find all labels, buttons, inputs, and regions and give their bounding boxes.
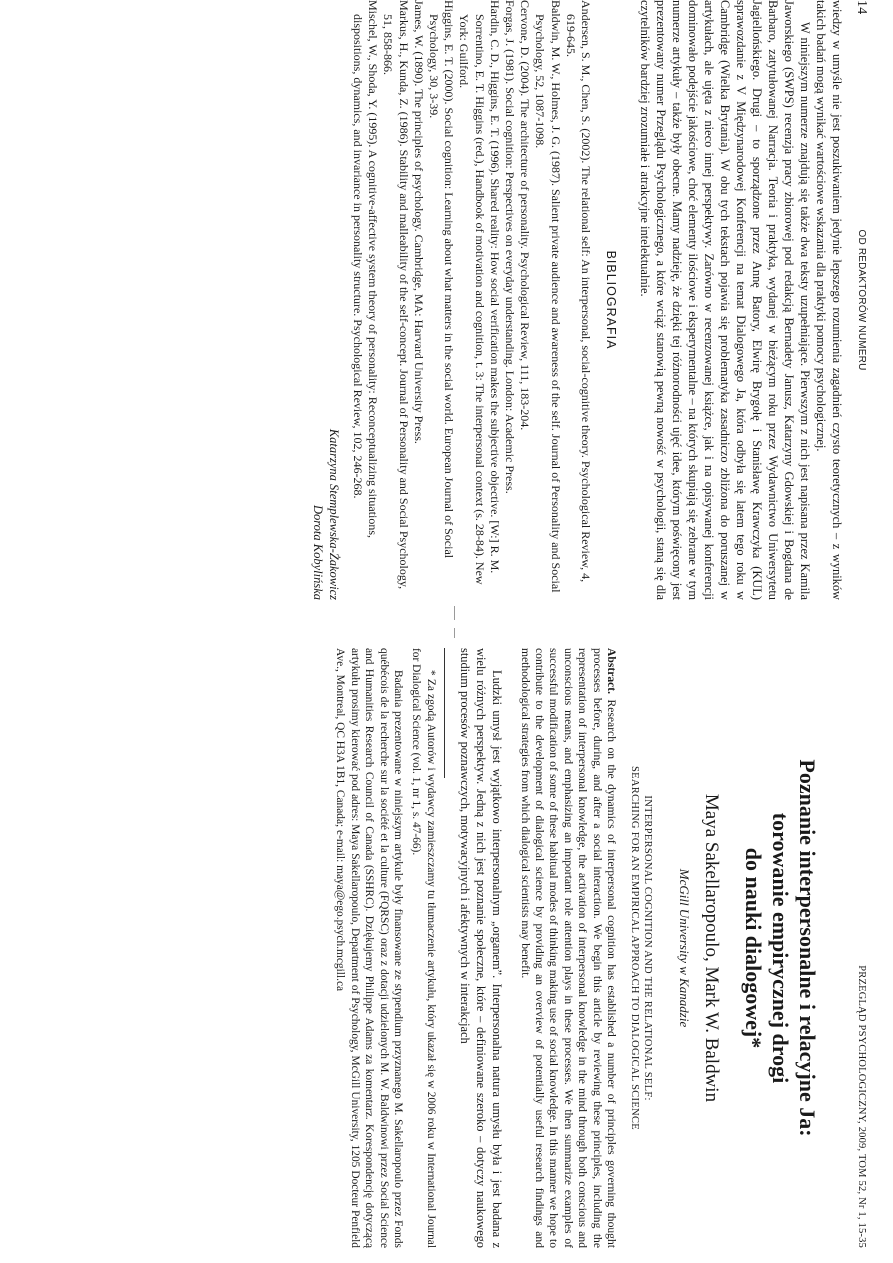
reference-item: Andersen, S. M., Chen, S. (2002). The relational self: An interpersonal, social-cognitive theory. Psychological Review, 4, 619-645. [563, 0, 593, 583]
left-body [310, 0, 845, 600]
authors: Maya Sakellaropoulo, Mark W. Baldwin [701, 793, 722, 1103]
english-title-line: INTERPERSONAL COGNITION AND THE RELATIONAL SELF: [642, 795, 653, 1101]
paragraph: W niniejszym numerze znajdują się także dwa teksty uzupełniające. Pierwszym z nich jest napisana przez Kamila Jaworskiego (SWPS) recenzja pracy zbiorowej pod redakcją Bernadety Janusz, Katarzyny Gdowskiej i Bogdana de Barbaro, zatytułowanej Narracja. Teoria i praktyka, wydanej w bieżącym roku przez Wydawnictwo Uniwersytetu Jagiellońskiego. Drugi – to sporządzone przez Annę Batory, Elwirę Brygołę i Stanisławę Krawczyka (KUL) sprawozdanie z V Międzynarodowej Konferencji na temat Dialogowego Ja, która odbyła się latem tego roku w Cambridge (Wielka Brytania). W obu tych tekstach pojawia się problematyka zasadniczo zbliżona do poruszanej w artykułach, ale ujęta z nieco innej perspektywy. Zarówno w recenzowanej książce, jak i na opisywanej konferencji dominowało podejście jakościowe, choć elementy ilościowe i eksperymentalne – na których skupiają się zebrane w tym numerze artykuły – także były obecne. Mamy nadzieję, że dzięki tej różnorodności ujęć idee, którym poświęcony jest prezentowany numer Przeglądu Psychologicznego, a które wciąż stanowią pewną nowość w psychologii, staną się dla czytelników bardziej zrozumiałe i atrakcyjne intelektualnie. [638, 0, 812, 600]
right-page [0, 648, 893, 1248]
reference-list [350, 0, 593, 600]
reference-item: James, W. (1890). The principles of psychology. Cambridge, MA: Harvard University Press. [411, 0, 426, 444]
title-line: do nauki dialogowej* [741, 847, 766, 1049]
left-page [0, 0, 893, 600]
reference-item: Hardin, C. D., Higgins, E. T. (1996). Shared reality: How social verification makes the subjective objective. [W:] R. M. Sorrentino, E. T. Higgins (red.), Handbook of motivation and cognition, t. 3: The interpersonal context (s. 28-84). New York: Guilford. [457, 0, 502, 585]
abstract-label: Abstract. [605, 648, 618, 695]
english-title [628, 648, 654, 1248]
reference-item: Baldwin, M. W., Holmes, J. G. (1987). Salient private audience and awareness of the self. Journal of Personality and Social Psychology, 52, 1087-1098. [533, 0, 563, 593]
signature: Dorota Kobylińska [310, 504, 325, 600]
intro-paragraph: Ludzki umysł jest wyjątkowo interpersonalnym „organem”. Interpersonalna natura umysłu była i jest badana z wielu różnych perspektyw. Jedną z nich jest poznanie społeczne, które – definiowane szeroko – dotyczy naukowego studium procesów poznawczych, motywacyjnych i afektywnych w interakcjach [458, 648, 505, 1248]
title-line: torowanie empirycznej drogi [768, 812, 793, 1084]
editor-signatures [310, 0, 342, 600]
running-head-title: OD REDAKTORÓW NUMERU [856, 229, 867, 371]
reference-item: Cervone, D. (2004). The architecture of personality. Psychological Review, 111, 183-204. [518, 0, 533, 431]
article-title [740, 648, 821, 1248]
journal-citation: PRZEGLĄD PSYCHOLOGICZNY, 2009, TOM 52, Nr 1, 15-35 [856, 965, 867, 1248]
affiliation: McGill University w Kanadzie [677, 868, 692, 1028]
section-heading: BIBLIOGRAFIA [604, 250, 618, 350]
english-title-line: SEARCHING FOR AN EMPIRICAL APPROACH TO DIALOGICAL SCIENCE [629, 766, 640, 1130]
reference-item: Mischel, W., Shoda, Y. (1995). A cognitive-affective system theory of personality: Reconceptualizing situations, dispositions, dynamics, and invariance in personality structure. Psychological Review, 102, 246-268. [350, 0, 381, 539]
paragraph: wiedzy w umyśle nie jest poszukiwaniem jedynie lepszego rozumienia zagadnień czysto teoretycznych – z wyników takich badań mogą wynikać wartościowe wskazania dla praktyki pomocy psychologicznej. [814, 0, 844, 600]
page-number: 14 [854, 0, 869, 15]
scan-mark [454, 606, 455, 620]
signature: Katarzyna Stemplewska-Żakowicz [326, 428, 341, 600]
abstract [517, 648, 618, 1248]
scan-mark [454, 628, 455, 638]
footnote-divider [444, 648, 445, 778]
footnote: * Za zgodą Autorów i wydawcy zamieszczamy tu tłumaczenie artykułu, który ukazał się w 2006 roku w International Journal for Dialogical Science (vol. 1, nr 1, s. 47-66). [410, 648, 437, 1248]
reference-item: Markus, H., Kunda, Z. (1986). Stability and malleability of the self-concept. Journal of Personality and Social Psychology, 51, 858-866. [381, 0, 411, 590]
abstract-text: Research on the dynamics of interpersonal cognition has established a number of principles governing thought processes before, during, and after a social interaction. We begin this article by reviewing these principles, including the representation of interpersonal knowledge, the activation of interpersonal knowledge in the mind through both conscious and unconscious means, and emphasizing an important role attention plays in these processes. We then summarize examples of successful modification of some of these habitual modes of thinking making use of social knowledge. In this manner we hope to contribute to the development of dialogical science by providing an overview of potentially useful research findings and methodological strategies from which dialogical scientists may benefit. [518, 648, 618, 1248]
title-line: Poznanie interpersonalne i relacyjne Ja: [795, 759, 820, 1137]
reference-item: Higgins, E. T. (2000). Social cognition: Learning about what matters in the social world. European Journal of Social Psychology, 30, 3-39. [426, 0, 457, 559]
footnote: Badania prezentowane w niniejszym artykule były finansowane ze stypendium przyznanego M. Sakellaropoulo przez Fonds québécois de la recherche sur la société et la culture (FQRSC) oraz z dotacji udzielonych M. W. Baldwinowi przez Social Science and Humanities Research Council of Canada (SSHRC). Dziękujemy Philippe Adams za komentarz. Korespondencję dotyczącą artykułu prosimy kierować pod adres: Maya Sakellaropoulo, Department of Psychology, McGill University, 1205 Docteur Penfield Ave., Montreal, QC H3A 1B1, Canada; e-mail: maya@ego.psych.mcgill.ca [334, 648, 404, 1248]
reference-item: Forgas, J. (1981). Social cognition: Perspectives on everyday understanding. London: Academic Press. [502, 0, 517, 494]
